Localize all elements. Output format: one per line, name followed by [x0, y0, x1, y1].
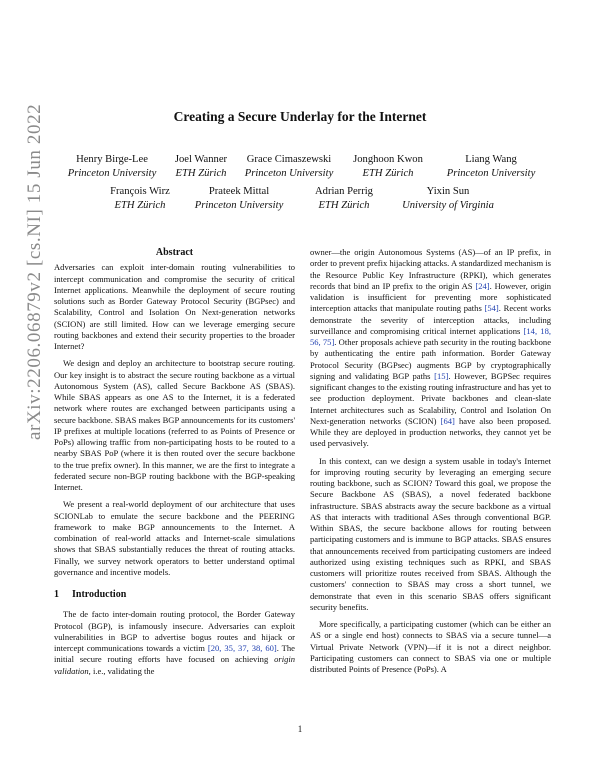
author-affiliation: ETH Zürich: [318, 200, 370, 211]
abstract-paragraph: We present a real-world deployment of our architecture that uses SCIONLab to emulate the secure backbone and the PEERING framework to make BGP announcements to the Internet. A combination of real-world attacks and Internet-scale simulations shows that SBAS substantially reduces the threat of routing attacks. Finally, we survey network operators to better understand optimal governance and incentive models.: [54, 499, 295, 577]
author-affiliation: Princeton University: [244, 168, 334, 179]
paper-title: Creating a Secure Underlay for the Internet: [173, 109, 427, 124]
author-block: [62, 153, 162, 181]
right-column: [310, 247, 551, 675]
emphasis: origin validation: [54, 654, 295, 676]
author-affiliation: ETH Zürich: [114, 200, 166, 211]
citation-link[interactable]: [14, 18, 56, 75]: [310, 325, 551, 347]
intro-paragraph: [54, 609, 295, 677]
body-paragraph: More specifically, a participating customer (which can be either an AS or a single end host) connects to SBAS via a secure tunnel—a Virtual Private Network (VPN)—if it is not a direct neighbor. Participating customers can connect to SBAS via one or multiple distributed Points of Presence (PoPs). A: [310, 619, 551, 674]
author-affiliation: ETH Zürich: [362, 168, 414, 179]
author-name: Adrian Perrig: [315, 186, 373, 197]
author-affiliation: ETH Zürich: [175, 168, 227, 179]
abstract-heading: Abstract: [155, 247, 194, 258]
author-name: Henry Birge-Lee: [76, 154, 148, 165]
citation-link[interactable]: [20, 35, 37, 38, 60]: [207, 643, 277, 653]
author-block: [165, 153, 237, 181]
section-number: 1: [54, 589, 59, 600]
text-run: have also been proposed. While they are deployed in production networks, they cannot yet be used pervasively.: [310, 415, 551, 449]
author-affiliation: University of Virginia: [402, 200, 494, 211]
author-block: [305, 185, 383, 213]
body-paragraph: [310, 247, 551, 450]
section-title: Introduction: [72, 589, 127, 600]
author-name: Jonghoon Kwon: [353, 154, 423, 165]
author-block: [186, 185, 292, 213]
author-block: [236, 153, 342, 181]
author-name: Liang Wang: [465, 154, 517, 165]
body-paragraph: In this context, can we design a system usable in today's Internet for improving routing security by leveraging an emerging secure routing backbone, such as SCION? Toward this goal, we propose the Secure Backbone AS (SBAS), a novel federated backbone infrastructure. SBAS abstracts away the secure backbone as a virtual AS that interacts with traditional ASes through conventional BGP. Within SBAS, the secure backbone allows for routing between participating customers and is immune to BGP attacks. SBAS ensures that announcements received from participating customers are indeed authorized using existing techniques such as RPKI, and SBAS customers will prioritize routes received from SBAS. Although the customers' connection to SBAS may cross a short tunnel, we demonstrate that even in this scenario SBAS offers significant security benefits.: [310, 455, 551, 612]
text-run: . Recent works demonstrate the severity of interception attacks, including surveillance and compromising critical internet applications: [310, 303, 552, 336]
abstract-paragraph: We design and deploy an architecture to bootstrap secure routing. Our key insight is to abstract the secure routing backbone as a virtual Autonomous System (AS), called Secure Backbone AS (SBAS). While SBAS appears as one AS to the Internet, it is a federated network where routes are exchanged between participants using a secure backbone. SBAS makes BGP announcements for its customers' IP prefixes at multiple locations (referred to as Points of Presence or PoPs) allowing traffic from non-participating hosts to be routed to a nearby SBAS PoP (where it is then routed over the secure backbone to the true prefix owner). In this manner, we are the first to integrate a federated secure non-BGP routing backbone with the BGP-speaking Internet.: [54, 358, 295, 492]
text-run: . However, BGPSec requires significant changes to the existing routing infrastructure and has yet to see production deployment. Private backbones and clean-slate Internet architectures such as Scalability, Control and Isolation On Next-generation networks (SCION): [310, 370, 551, 426]
author-name: Yixin Sun: [426, 186, 470, 197]
abstract-paragraph: Adversaries can exploit inter-domain routing vulnerabilities to intercept communication and compromise the security of critical Internet applications. Meanwhile the deployment of secure routing solutions such as Border Gateway Protocol Security (BGPsec) and Scalability, Control and Isolation On Next-generation networks (SCION) are still limited. How can we leverage emerging secure routing backbones and extend their security properties to the broader Internet?: [54, 262, 295, 351]
author-name: Joel Wanner: [174, 154, 228, 165]
author-affiliation: Princeton University: [67, 168, 157, 179]
author-block: [343, 153, 433, 181]
author-name: Prateek Mittal: [208, 186, 270, 197]
author-block: [438, 153, 544, 181]
citation-link[interactable]: [15]: [434, 370, 449, 381]
author-affiliation: Princeton University: [446, 168, 536, 179]
citation-link[interactable]: [24]: [475, 280, 490, 291]
left-column: [54, 247, 295, 677]
text-run: . The initial secure routing efforts have focused on achieving: [54, 643, 295, 665]
text-run: . However, origin validation is insufficient for preventing more sophisticated interception attacks that manipulate routing paths: [310, 280, 551, 314]
text-run: , i.e., validating the: [88, 665, 155, 676]
author-block: [100, 185, 180, 213]
arxiv-stamp: arXiv:2206.06879v2 [cs.NI] 15 Jun 2022: [24, 103, 45, 440]
text-run: owner—the origin Autonomous Systems (AS)—of an IP prefix, in order to prevent prefix hijacking attacks. A standardized mechanism is the Resource Public Key Infrastructure (RPKI), which generates records that bind an IP prefix to the origin AS: [310, 247, 551, 291]
citation-link[interactable]: [54]: [484, 303, 499, 314]
author-name: Grace Cimaszewski: [246, 154, 332, 165]
author-name: François Wirz: [110, 186, 170, 197]
author-block: [392, 185, 504, 213]
citation-link[interactable]: [64]: [440, 415, 455, 426]
author-affiliation: Princeton University: [194, 200, 284, 211]
section-heading: [54, 589, 295, 600]
text-run: . Other proposals achieve path security in the routing backbone by authenticating the entire path information. Border Gateway Protocol Security (BGPsec) augments BGP by cryptographically signing and validating BGP paths: [310, 337, 551, 381]
page-number: 1: [297, 724, 303, 734]
text-run: The de facto inter-domain routing protocol, the Border Gateway Protocol (BGP), is infamously insecure. Adversaries can exploit vulnerabilities in BGP to advertise bogus routes and hijack or intercept communications towards a victim: [54, 609, 295, 653]
